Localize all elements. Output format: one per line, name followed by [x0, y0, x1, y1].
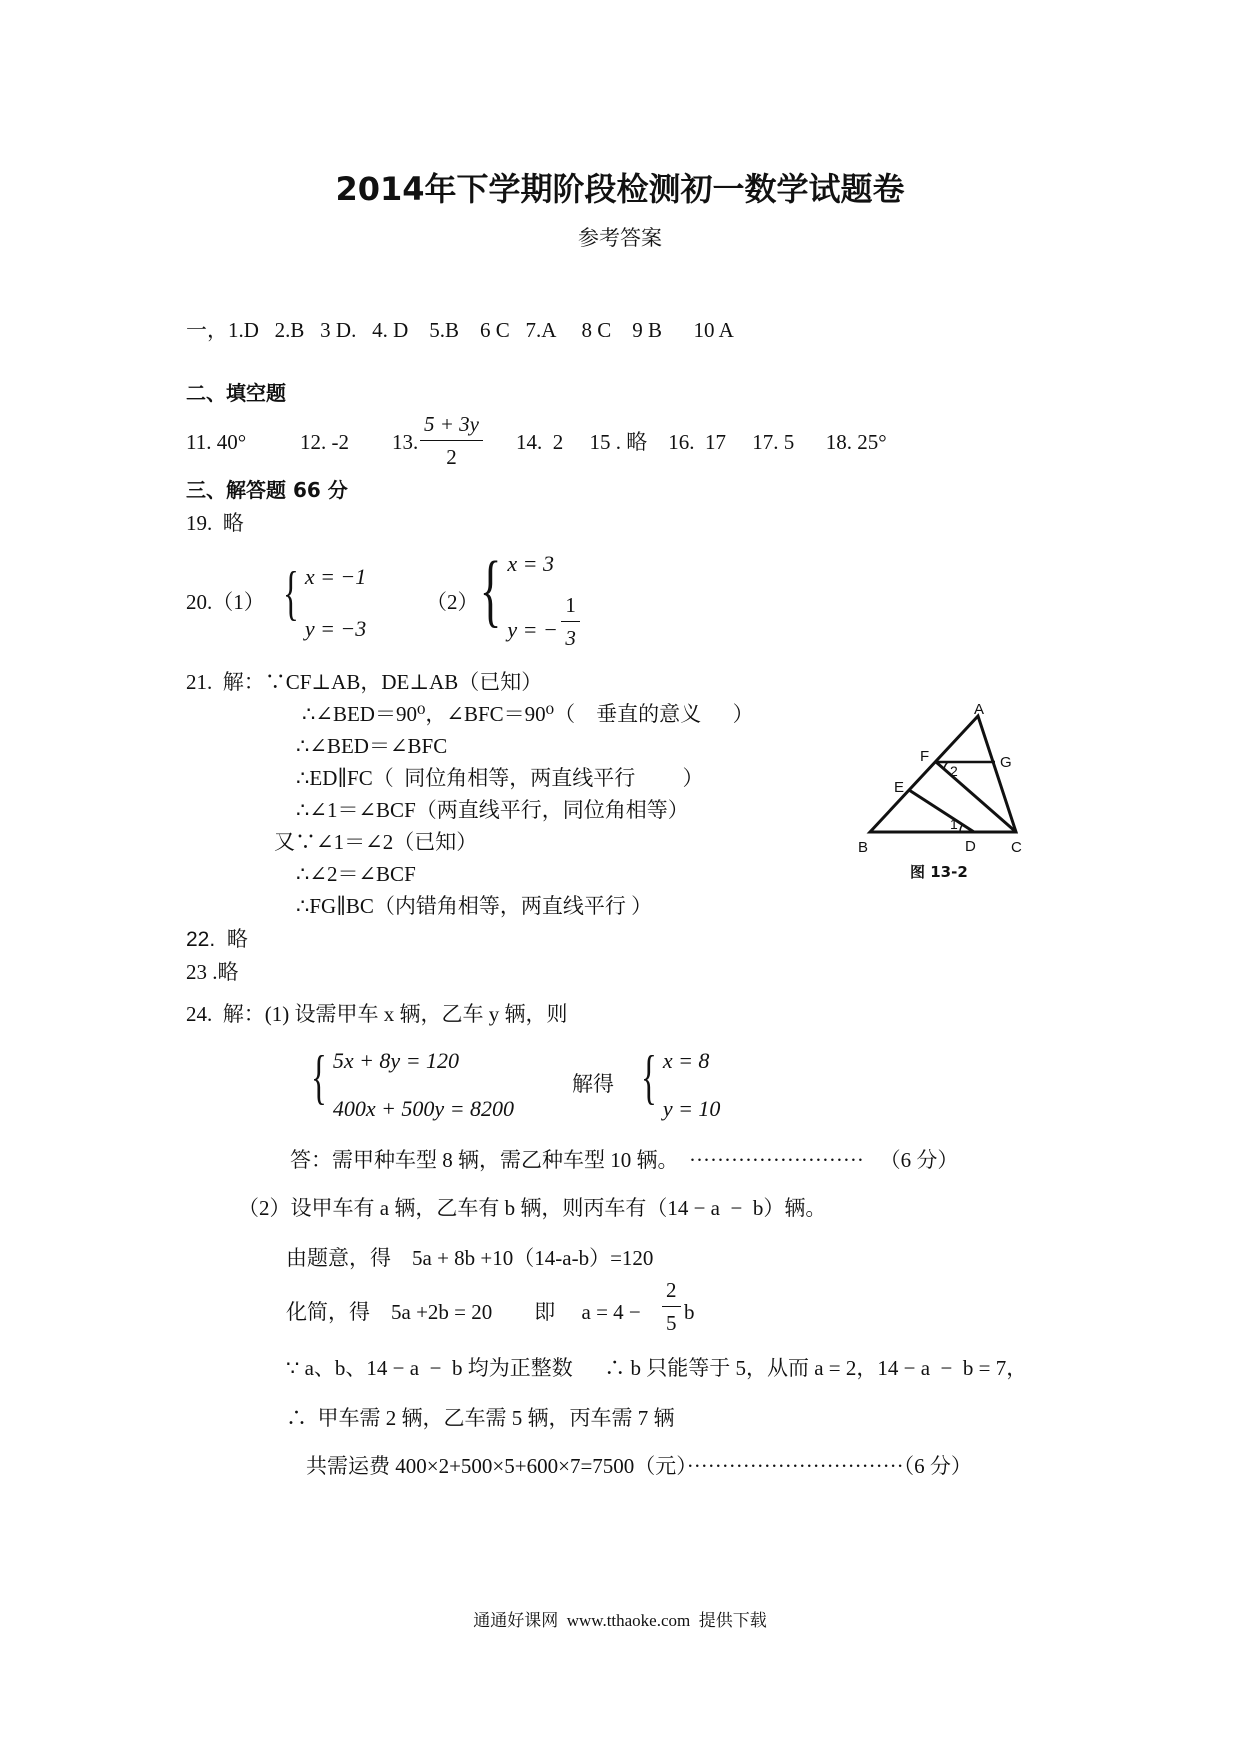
q24-solution-system — [628, 1044, 721, 1121]
q21-line2: ∴∠BED＝90⁰，∠BFC＝90⁰（ 垂直的意义 ） — [302, 702, 754, 726]
q21-line4: ∴ED∥FC（ 同位角相等，两直线平行 ） — [296, 766, 704, 790]
q24-system-row2: 400x + 500y = 8200 — [332, 1096, 515, 1121]
q24-solution-row2: y = 10 — [662, 1096, 721, 1121]
page-subtitle: 参考答案 — [578, 226, 662, 250]
label-b: B — [858, 839, 869, 856]
q24-equation2-fraction — [662, 1280, 681, 1334]
q24-fraction-numerator: 2 — [662, 1280, 681, 1307]
q13-numerator: 5 + 3y — [420, 414, 483, 441]
q21-line3: ∴∠BED＝∠BFC — [296, 734, 448, 758]
q20-system-2-fraction — [561, 595, 580, 649]
q24-system-row1: 5x + 8y = 120 — [332, 1048, 460, 1073]
q24-total: 共需运费 400×2+500×5+600×7=7500（元）·······························（6 分） — [306, 1454, 972, 1478]
q24-equation2-suffix: b — [684, 1300, 695, 1324]
q24-since: ∵ a、b、14 − a − b 均为正整数 ∴ b 只能等于 5，从而 a = 2，14 − a − b = 7， — [286, 1356, 1028, 1380]
left-brace-icon: { — [310, 1044, 327, 1110]
q22-answer: 22. 略 — [186, 928, 248, 951]
q20-system-2 — [462, 544, 627, 653]
q21-line1: 21. 解：∵CF⊥AB，DE⊥AB（已知） — [186, 670, 543, 694]
q13-fraction — [420, 414, 483, 468]
page-title: 2014年下学期阶段检测初一数学试题卷 — [335, 170, 905, 208]
section2-heading: 二、填空题 — [186, 381, 286, 405]
q24-solution-row1: x = 8 — [662, 1048, 710, 1073]
q14-q18-answers: 14. 2 15 . 略 16. 17 17. 5 18. 25° — [516, 430, 887, 454]
q19-answer: 19. 略 — [186, 511, 244, 535]
label-a: A — [974, 704, 985, 718]
q24-equation2-prefix: 化简，得 5a +2b = 20 即 a = 4 − — [286, 1300, 641, 1324]
page-footer: 通通好课网 www.tthaoke.com 提供下载 — [473, 1611, 767, 1630]
q20-system-1-row1: x = −1 — [304, 564, 367, 589]
q24-equation-system — [298, 1044, 515, 1121]
triangle-figure — [856, 704, 1036, 884]
q20-label: 20.（1） — [186, 590, 265, 614]
left-brace-icon: { — [640, 1044, 657, 1110]
q20-fraction-numerator: 1 — [561, 595, 580, 622]
section3-heading: 三、解答题 66 分 — [186, 478, 348, 502]
q24-fraction-denominator: 5 — [666, 1311, 677, 1335]
q24-intro: 24. 解：(1) 设需甲车 x 辆，乙车 y 辆，则 — [186, 1002, 568, 1026]
q21-line7: ∴∠2＝∠BCF — [296, 862, 416, 886]
label-f: F — [920, 748, 930, 765]
q24-solve-word: 解得 — [572, 1072, 614, 1096]
q20-fraction-denominator: 3 — [565, 626, 576, 650]
q12-answer: 12. -2 — [300, 430, 349, 454]
q21-line5: ∴∠1＝∠BCF（两直线平行，同位角相等） — [296, 798, 689, 822]
section1-answers: 一，1.D 2.B 3 D. 4. D 5.B 6 C 7.A 8 C 9 B 10 A — [186, 318, 734, 342]
q20-system-1-row2: y = −3 — [304, 616, 367, 641]
left-brace-icon: { — [282, 560, 299, 626]
label-e: E — [894, 779, 905, 796]
q20-system-2-row1: x = 3 — [507, 551, 554, 576]
q20-system-2-row2: y = − — [507, 617, 558, 642]
q24-answer1: 答：需甲种车型 8 辆，需乙种车型 10 辆。 ························· （6 分） — [290, 1148, 959, 1172]
q24-therefore: ∴ 甲车需 2 辆，乙车需 5 辆，丙车需 7 辆 — [286, 1406, 675, 1430]
segment-ed — [909, 790, 974, 832]
label-angle-1: 1 — [950, 816, 958, 832]
q13-label: 13. — [392, 430, 419, 454]
q20-label-2: （2） — [426, 590, 479, 614]
left-brace-icon: { — [479, 544, 502, 635]
q24-part2-intro: （2）设甲车有 a 辆，乙车有 b 辆，则丙车有（14 − a − b）辆。 — [238, 1196, 827, 1220]
q11-answer: 11. 40° — [186, 430, 247, 454]
q21-line8: ∴FG∥BC（内错角相等，两直线平行 ） — [296, 894, 653, 918]
q23-answer: 23 .略 — [186, 960, 239, 984]
q13-denominator: 2 — [446, 445, 457, 469]
label-d: D — [965, 838, 976, 855]
q20-system-1 — [270, 560, 367, 641]
label-angle-2: 2 — [950, 763, 958, 779]
label-c: C — [1011, 839, 1022, 856]
figure-caption: 图 13-2 — [910, 863, 968, 881]
label-g: G — [1000, 754, 1012, 771]
q24-equation1: 由题意，得 5a + 8b +10（14-a-b）=120 — [286, 1246, 654, 1270]
q21-line6: 又∵∠1＝∠2（已知） — [274, 830, 478, 854]
